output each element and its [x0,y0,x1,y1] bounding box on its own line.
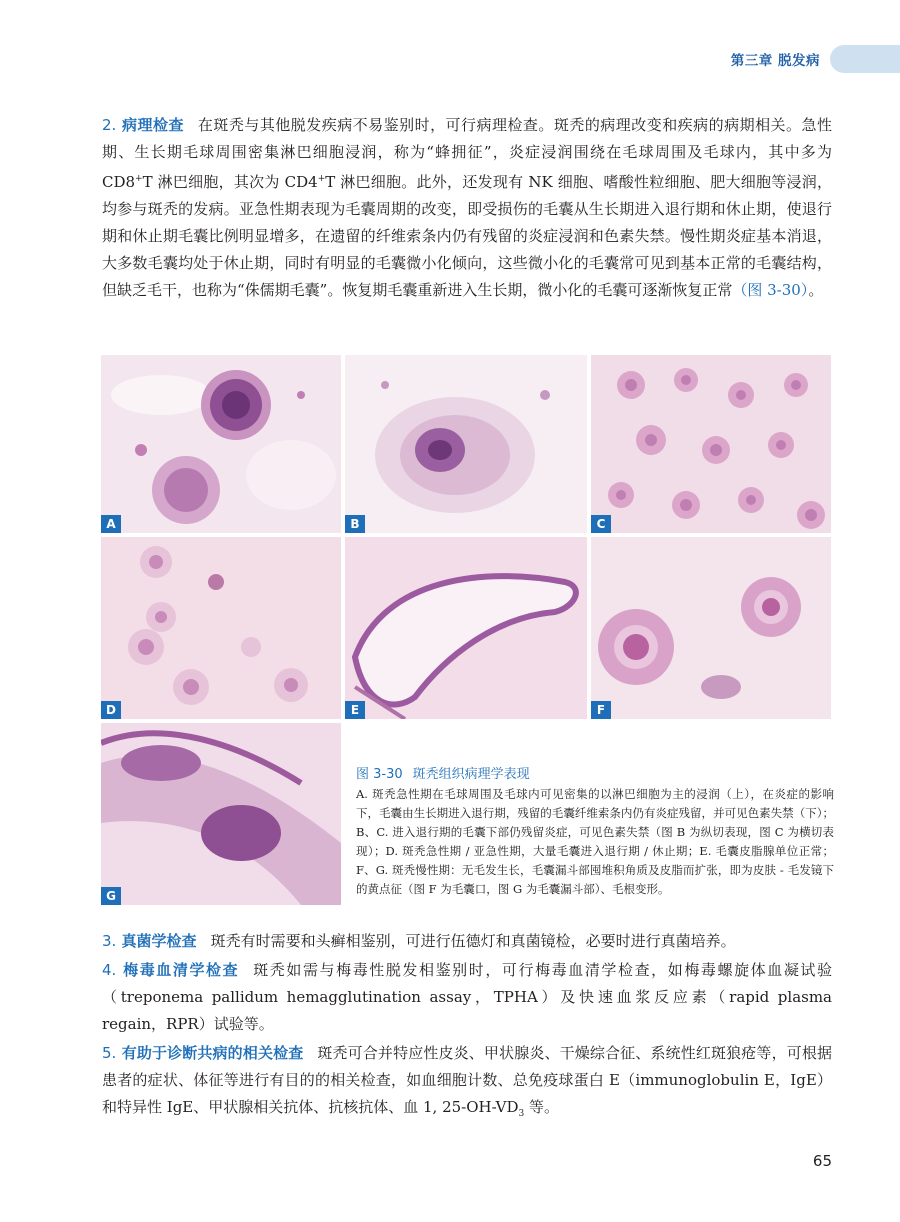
histology-image-e [345,537,587,719]
figure-title: 图 3-30 斑秃组织病理学表现 [356,767,530,782]
panel-label-c: C [591,515,611,533]
page-number: 65 [812,1152,832,1170]
section-5-heading: 5. 有助于诊断共病的相关检查 [102,1044,304,1062]
figure-reference-link[interactable]: （图 3-30） [732,281,809,299]
section-3-heading: 3. 真菌学检查 [102,932,197,950]
panel-label-d: D [101,701,121,719]
header-tab-decoration [830,45,900,73]
panel-label-f: F [591,701,611,719]
figure-panel-a [101,355,341,533]
histology-image-f [591,537,831,719]
panel-label-a: A [101,515,121,533]
figure-panel-c [591,355,831,533]
histology-image-g [101,723,341,905]
section-5-paragraph: 5. 有助于诊断共病的相关检查 斑秃可合并特应性皮炎、甲状腺炎、干燥综合征、系统性红斑狼疮等，可根据患者的症状、体征等进行有目的的相关检查，如血细胞计数、总免疫球蛋白 E（immunoglobulin E，IgE）和特异性 IgE、甲状腺相关抗体、抗核抗体、血 1, $25-OH-VD_3$ 等。 [102,1044,832,1119]
chapter-title: 第三章 脱发病 [730,53,820,69]
histology-image-a [101,355,341,533]
section-4-paragraph: 4. 梅毒血清学检查 斑秃如需与梅毒性脱发相鉴别时，可行梅毒血清学检查，如梅毒螺旋体血凝试验（treponema pallidum hemagglutination assay，TPHA）及快速血浆反应素（rapid plasma regain，RPR）试验等。 [102,961,832,1033]
figure-panel-e [345,537,587,719]
section-2-paragraph: 2. 病理检查 在斑秃与其他脱发疾病不易鉴别时，可行病理检查。斑秃的病理改变和疾病的病期相关。急性期、生长期毛球周围密集淋巴细胞浸润，称为“蜂拥征”，炎症浸润围绕在毛球周围及毛球内，其中多为 CD8+T 淋巴细胞，其次为 CD4+T 淋巴细胞。此外，还发现有 NK 细胞、嗜酸性粒细胞、肥大细胞等浸润，均参与斑秃的发病。亚急性期表现为毛囊周期的改变，即受损伤的毛囊从生长期进入退行期和休止期，使退行期和休止期毛囊比例明显增多，在遗留的纤维索条内仍有残留的炎症浸润和色素失禁。慢性期炎症基本消退，大多数毛囊均处于休止期，同时有明显的毛囊微小化倾向，这些微小化的毛囊常可见到基本正常的毛囊结构，但缺乏毛干，也称为“侏儒期毛囊”。恢复期毛囊重新进入生长期，微小化的毛囊可逐渐恢复正常（图 3-30）。 [102,116,832,299]
figure-panel-g [101,723,341,905]
section-3-paragraph: 3. 真菌学检查 斑秃有时需要和头癣相鉴别，可进行伍德灯和真菌镜检，必要时进行真菌培养。 [102,932,736,950]
histology-image-b [345,355,587,533]
figure-caption [356,763,834,899]
panel-label-g: G [101,887,121,905]
panel-label-e: E [345,701,365,719]
section-2-heading: 2. 病理检查 [102,116,184,134]
histology-image-d [101,537,341,719]
histology-image-c [591,355,831,533]
figure-caption-text: A. 斑秃急性期在毛球周围及毛球内可见密集的以淋巴细胞为主的浸润（上），在炎症的影响下，毛囊由生长期进入退行期，残留的毛囊纤维索条内仍有炎症残留，并可见色素失禁（下）；B、C. 进入退行期的毛囊下部仍残留炎症，可见色素失禁（图 B 为纵切表现，图 C 为横切表现）；D. 斑秃急性期 / 亚急性期，大量毛囊进入退行期 / 休止期；E. 毛囊皮脂腺单位正常；F、G. 斑秃慢性期：无毛发生长，毛囊漏斗部囤堆积角质及皮脂而扩张，即为皮肤 - 毛发镜下的黄点征（图 F 为毛囊口，图 G 为毛囊漏斗部）、毛根变形。 [356,787,834,896]
figure-panel-b [345,355,587,533]
section-4-heading: 4. 梅毒血清学检查 [102,961,240,979]
figure-panel-f [591,537,831,719]
figure-panel-d [101,537,341,719]
panel-label-b: B [345,515,365,533]
